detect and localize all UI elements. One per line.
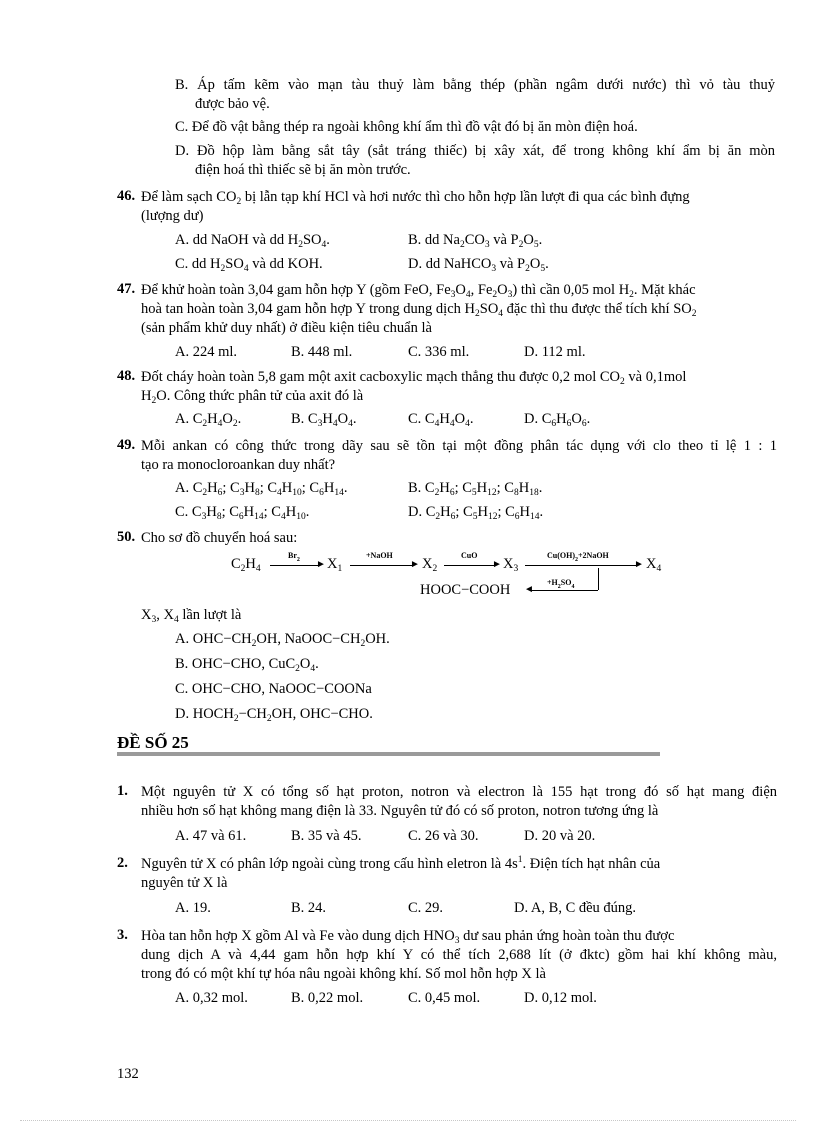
q47-line2: hoà tan hoàn toàn 3,04 gam hỗn hợp Y trong dung dịch $H_2SO_4$ đặc thì thu được thể tích khí $SO_2$	[141, 301, 697, 319]
prev-option-b-line1: B. Áp tấm kẽm vào mạn tàu thuỷ làm bằng thép (phần ngâm dưới nước) thì vỏ tàu thuỷ	[175, 77, 775, 93]
n3-option-d: D. 0,12 mol.	[524, 990, 597, 1006]
arrow-back-label: $+H_2SO_4$	[547, 578, 575, 590]
question-47-stem	[141, 281, 777, 338]
q50-option-a: A. $OHC-CH_2OH$, $NaOOC-CH_2OH$.	[175, 631, 390, 649]
question-46-stem-line1	[141, 188, 775, 207]
arrow-3	[444, 565, 496, 566]
n1-option-a: A. 47 và 61.	[175, 828, 247, 844]
q48-line1: Đốt cháy hoàn toàn 5,8 gam một axit cacboxylic mạch thẳng thu được 0,2 mol $CO_2$ và 0,1mol	[141, 369, 687, 387]
q48-option-c: C. $C_4H_4O_4$.	[408, 411, 474, 429]
q49-line1: Mỗi ankan có công thức trong dãy sau sẽ tồn tại một đồng phân tác dụng với clo theo tỉ lệ 1 : 1	[141, 438, 777, 454]
arrow-2-label: +NaOH	[366, 551, 393, 560]
page-number: 132	[117, 1066, 139, 1082]
arrow-4-label: $Cu(OH)_2+2NaOH$	[547, 551, 609, 563]
n1-line2: nhiều hơn số hạt không mang điện là 33. Nguyên tử đó có số proton, notron tương ứng là	[141, 803, 659, 819]
scheme-x2: $X_2$	[422, 556, 438, 574]
prev-option-d-line1: D. Đồ hộp làm bằng sắt tây (sắt tráng thiếc) bị xây xát, để trong không khí ẩm bị ăn mòn	[175, 143, 775, 159]
question-46-stem-line2: (lượng dư)	[141, 208, 204, 224]
n2-option-a: A. 19.	[175, 900, 211, 916]
n2-option-d: D. A, B, C đều đúng.	[514, 900, 637, 916]
arrow-2	[350, 565, 414, 566]
question-number-47: 47.	[117, 281, 136, 297]
q50-option-d: D. $HOCH_2-CH_2OH$, OHC−CHO.	[175, 706, 373, 724]
question-number-1: 1.	[117, 783, 128, 799]
arrow-3-label: CuO	[461, 551, 478, 560]
q46-option-b: B. dd $Na_2CO_3$ và $P_2O_5$.	[408, 232, 543, 250]
scheme-x4: $X_4$	[646, 556, 662, 574]
n1-option-d: D. 20 và 20.	[524, 828, 596, 844]
bottom-dotted-rule	[20, 1120, 796, 1121]
q48-option-d: D. $C_6H_6O_6$.	[524, 411, 591, 429]
q48-line2: $H_2O$. Công thức phân tử của axit đó là	[141, 388, 364, 406]
q46-option-d: D. dd NaHCO$_3$ và $P_2O_5$.	[408, 256, 549, 274]
n3-line2: dung dịch A và 4,44 gam hỗn hợp khí Y có thể tích 2,688 lít (ở đktc) gồm hai khí không màu,	[141, 947, 777, 963]
n1-line1: Một nguyên tử X có tổng số hạt proton, notron và electron là 155 hạt trong đó số hạt mang điện	[141, 784, 777, 800]
question-number-48: 48.	[117, 368, 136, 384]
arrow-1-label: $Br_2$	[288, 551, 300, 563]
arrow-4-head: ►	[634, 559, 644, 570]
scheme-x1: $X_1$	[327, 556, 343, 574]
q48-option-b: B. $C_3H_4O_4$.	[291, 411, 357, 429]
q47-line3: (sản phẩm khử duy nhất) ở điều kiện tiêu chuẩn là	[141, 320, 432, 336]
question-1-stem	[141, 783, 777, 821]
q47-option-d: D. 112 ml.	[524, 344, 586, 360]
scheme-hooc-cooh: HOOC−COOH	[420, 582, 511, 598]
question-50-stem: Cho sơ đồ chuyển hoá sau:	[141, 530, 298, 546]
q49-option-c: C. $C_3H_8$; $C_6H_{14}$; $C_4H_{10}$.	[175, 504, 310, 522]
q46-stem-b: bị lẫn tạp khí HCl và hơi nước thì cho hỗn hợp lần lượt đi qua các bình đựng	[241, 189, 690, 205]
section-heading: ĐỀ SỐ 25	[117, 733, 189, 752]
q46-sub: 2	[236, 197, 242, 207]
q46-option-c: C. dd $H_2SO_4$ và dd KOH.	[175, 256, 323, 274]
question-2-stem	[141, 855, 777, 893]
arrow-back-head: ◄	[524, 584, 534, 595]
scheme-branch-line	[598, 568, 599, 590]
q49-option-a: A. $C_2H_6$; $C_3H_8$; $C_4H_{10}$; $C_6H_{14}$.	[175, 480, 348, 498]
prev-option-b	[175, 76, 775, 114]
n1-option-c: C. 26 và 30.	[408, 828, 479, 844]
q49-line2: tạo ra monocloroankan duy nhất?	[141, 457, 336, 473]
q46-stem-a: Để làm sạch CO	[141, 189, 237, 205]
n2-line1: Nguyên tử X có phân lớp ngoài cùng trong cấu hình eletron là $4s^1$. Điện tích hạt nhân của	[141, 855, 661, 872]
section-heading-rule	[117, 752, 660, 756]
q48-option-a: A. $C_2H_4O_2$.	[175, 411, 242, 429]
prev-option-d-line2: điện hoá thì thiếc sẽ bị ăn mòn trước.	[195, 162, 411, 178]
question-49-stem	[141, 437, 777, 475]
question-number-2: 2.	[117, 855, 128, 871]
arrow-4	[525, 565, 638, 566]
n2-option-b: B. 24.	[291, 900, 327, 916]
question-48-stem	[141, 368, 777, 406]
question-number-46: 46.	[117, 188, 136, 204]
question-number-3: 3.	[117, 927, 128, 943]
n3-line3: trong đó có một khí tự hóa nâu ngoài không khí. Số mol hỗn hợp X là	[141, 966, 546, 982]
q49-option-b: B. $C_2H_6$; $C_5H_{12}$; $C_8H_{18}$.	[408, 480, 543, 498]
arrow-1	[270, 565, 320, 566]
scheme-x3: $X_3$	[503, 556, 519, 574]
n1-option-b: B. 35 và 45.	[291, 828, 362, 844]
q47-option-a: A. 224 ml.	[175, 344, 238, 360]
q50-option-b: B. OHC−CHO, $CuC_2O_4$.	[175, 656, 319, 674]
question-number-50: 50.	[117, 529, 136, 545]
arrow-back	[530, 590, 598, 591]
n2-line2: nguyên tử X là	[141, 875, 228, 891]
question-3-stem	[141, 927, 777, 984]
prev-option-d	[175, 142, 775, 180]
question-number-49: 49.	[117, 437, 136, 453]
question-46-stem	[141, 188, 775, 226]
n3-line1: Hòa tan hỗn hợp X gồm Al và Fe vào dung dịch $HNO_3$ dư sau phản ứng hoàn toàn thu được	[141, 928, 675, 946]
q47-line1: Để khử hoàn toàn 3,04 gam hỗn hợp Y (gồm FeO, $Fe_3O_4$, $Fe_2O_3$) thì cần 0,05 mol $H_2$. Mặt khác	[141, 282, 696, 300]
n3-option-c: C. 0,45 mol.	[408, 990, 481, 1006]
n2-option-c: C. 29.	[408, 900, 444, 916]
prev-option-b-line2: được bảo vệ.	[195, 96, 270, 112]
q49-option-d: D. $C_2H_6$; $C_5H_{12}$; $C_6H_{14}$.	[408, 504, 544, 522]
q50-option-c: C. OHC−CHO, NaOOC−COONa	[175, 681, 372, 697]
n3-option-a: A. 0,32 mol.	[175, 990, 248, 1006]
arrow-1-head: ►	[316, 559, 326, 570]
prev-option-c: C. Để đồ vật bằng thép ra ngoài không khí ẩm thì đồ vật đó bị ăn mòn điện hoá.	[175, 119, 638, 135]
scheme-c2h4: $C_2H_4$	[231, 556, 261, 574]
arrow-3-head: ►	[492, 559, 502, 570]
n3-option-b: B. 0,22 mol.	[291, 990, 364, 1006]
q47-option-b: B. 448 ml.	[291, 344, 353, 360]
q46-option-a: A. dd NaOH và dd $H_2SO_4$.	[175, 232, 330, 250]
arrow-2-head: ►	[410, 559, 420, 570]
q47-option-c: C. 336 ml.	[408, 344, 470, 360]
q50-after-line: $X_3$, $X_4$ lần lượt là	[141, 607, 242, 625]
